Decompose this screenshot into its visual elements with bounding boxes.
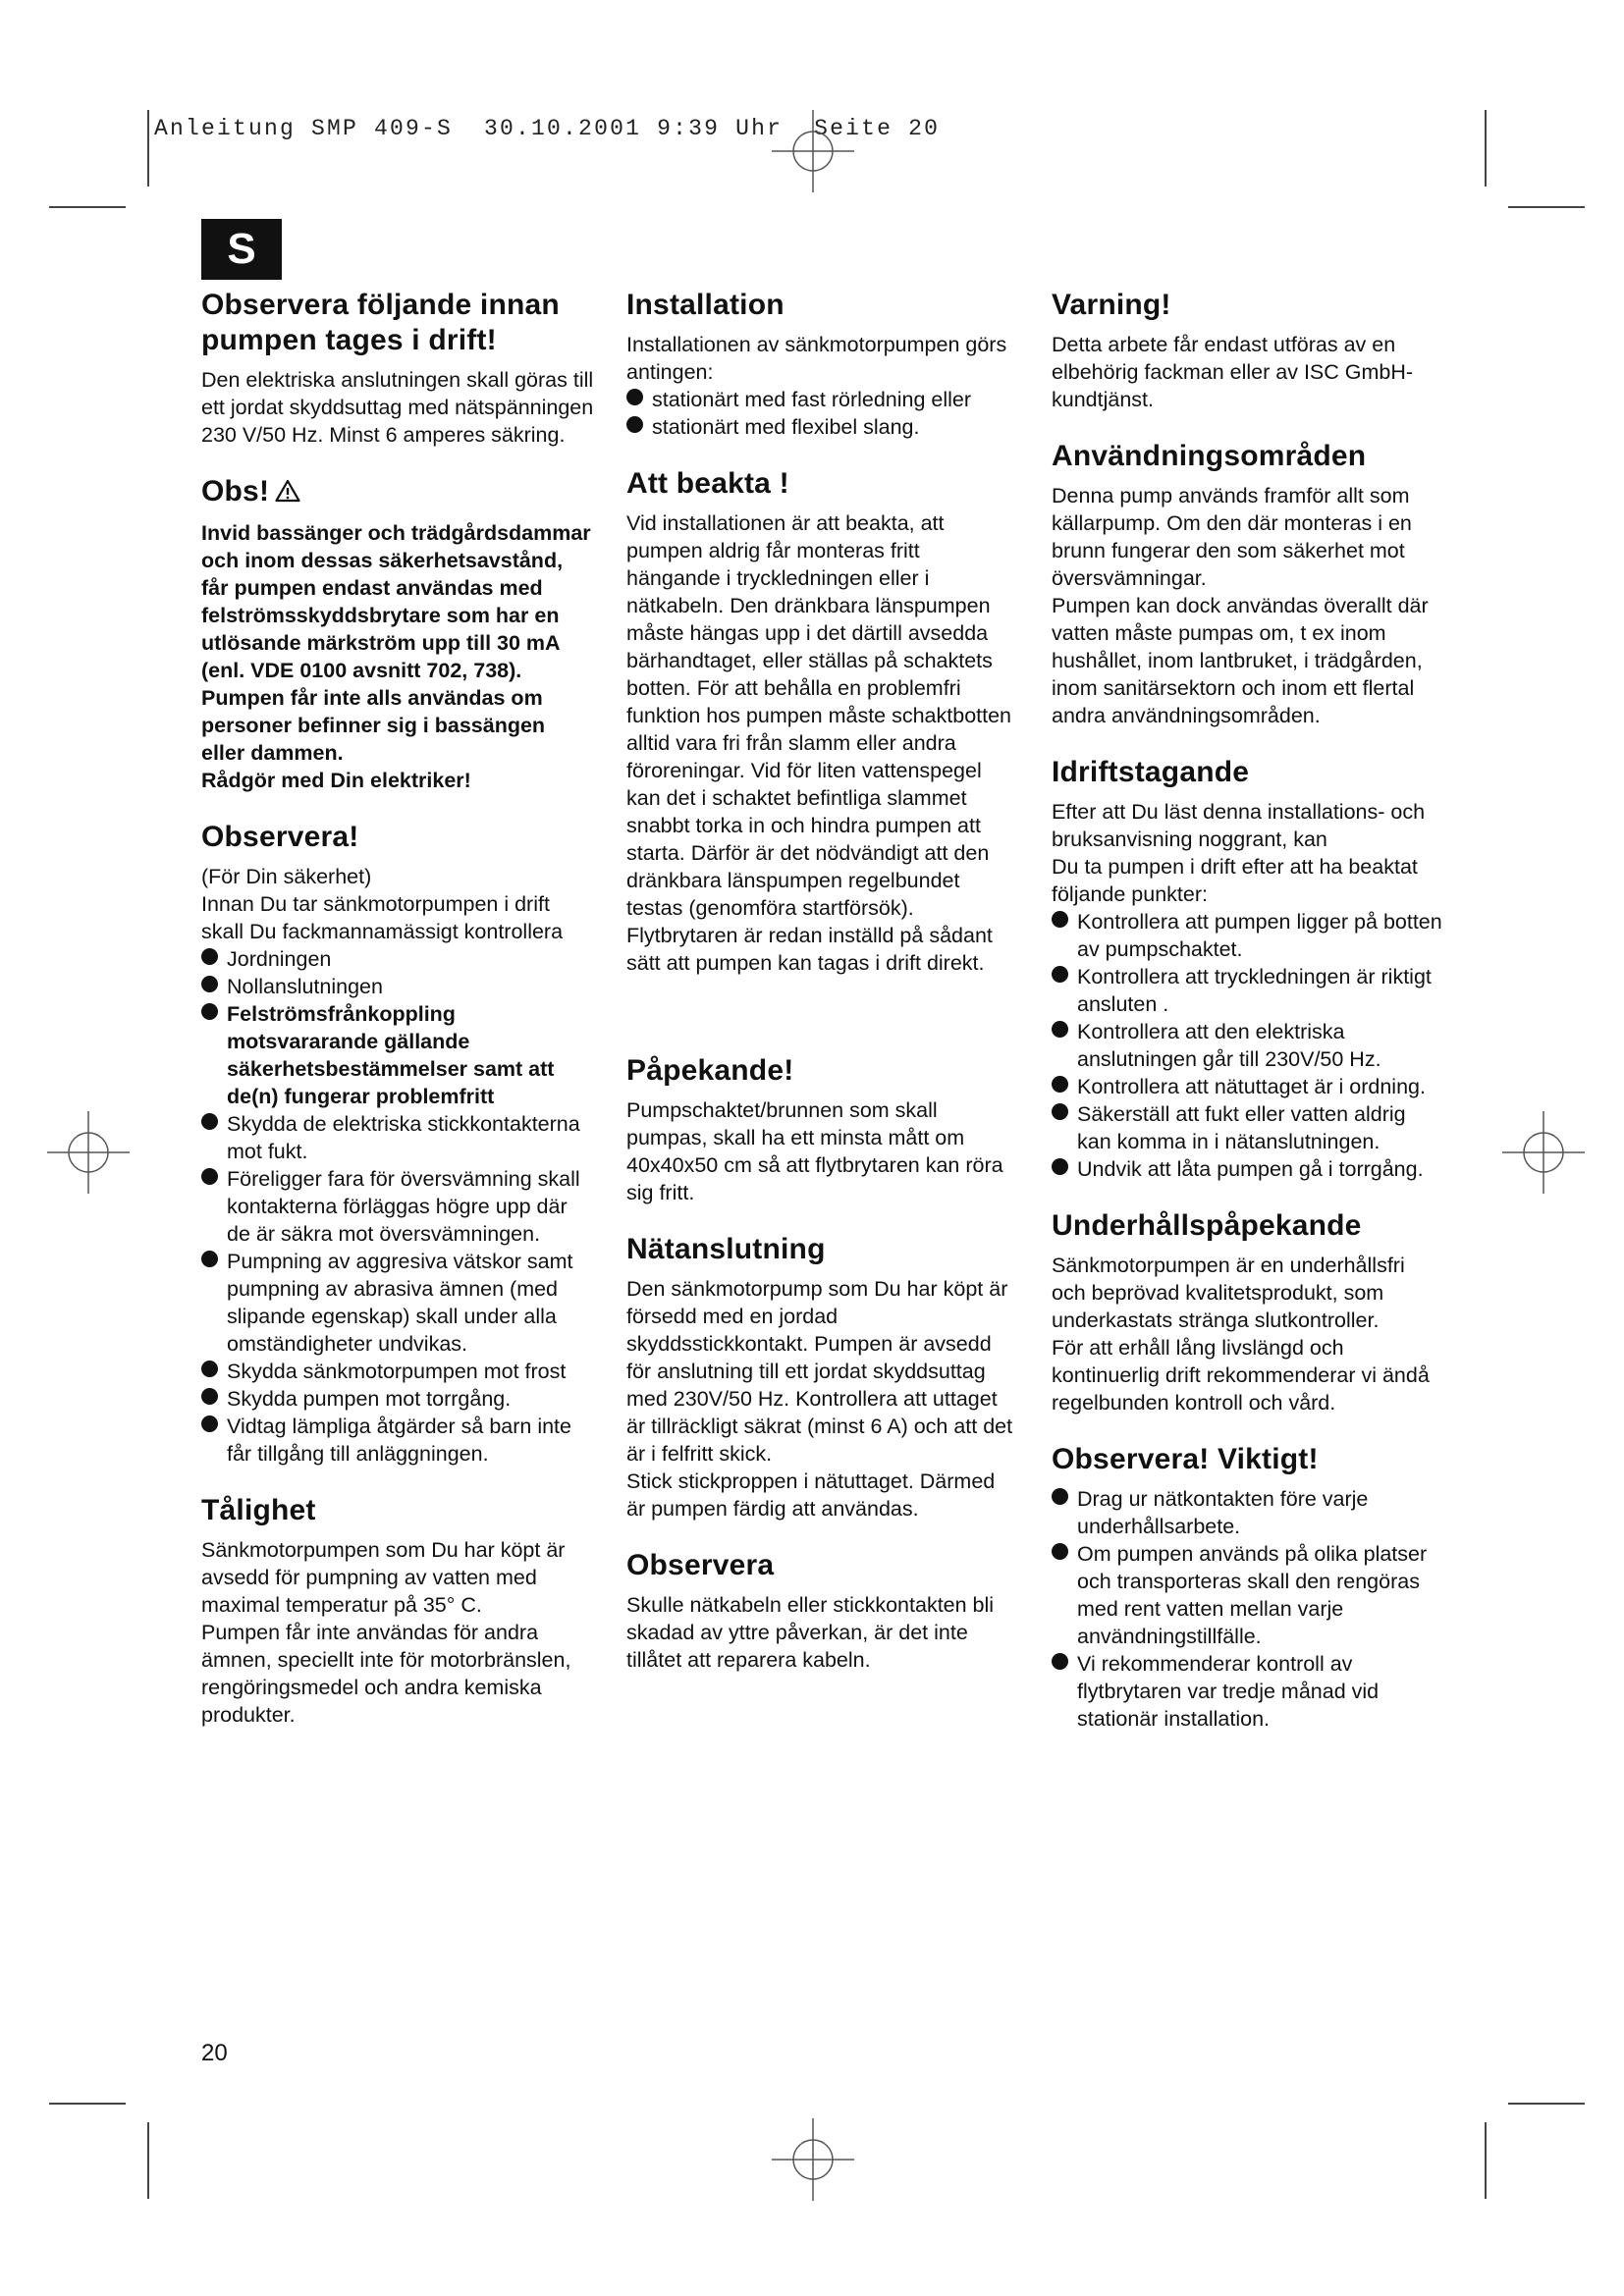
page-number: 20 xyxy=(201,2040,228,2066)
list-item: Kontrollera att nätuttaget är i ordning. xyxy=(1052,1073,1444,1100)
crop-mark-top-right-v xyxy=(1485,110,1487,187)
list-item: Nollanslutningen xyxy=(201,973,594,1000)
section-anvandningsomraden xyxy=(1052,439,1444,729)
section-natanslutning xyxy=(626,1232,1019,1522)
section-heading: Att beakta ! xyxy=(626,467,789,500)
print-header: Anleitung SMP 409-S 30.10.2001 9:39 Uhr Seite 20 xyxy=(154,116,941,141)
bullet-list xyxy=(1052,908,1444,1183)
list-item: Undvik att låta pumpen gå i torrgång. xyxy=(1052,1155,1444,1183)
warning-triangle-icon xyxy=(275,476,300,511)
language-tab: S xyxy=(201,219,282,280)
list-item: Vidtag lämpliga åtgärder så barn inte får tillgång till anläggningen. xyxy=(201,1413,594,1468)
section-body: Vid installationen är att beakta, att pumpen aldrig får monteras fritt hängande i tryckledningen eller i nätkabeln. Den dränkbara länspumpen måste hängas upp i det därtill avsedda bärhandtaget, eller ställas på schaktets botten. För att behålla en problemfri funktion hos pumpen måste schaktbotten alltid vara fri från slamm eller andra föroreningar. Vid för liten vattenspegel kan det i schaktet befintliga slammet snabbt torka in och hindra pumpen att starta. Därför är det nödvändigt att den dränkbara länspumpen regelbundet testas (genomföra startförsök). xyxy=(626,511,1012,920)
section-installation xyxy=(626,288,1019,441)
section-body: Du ta pumpen i drift efter att ha beaktat följande punkter: xyxy=(1052,855,1418,906)
section-att-beakta xyxy=(626,466,1019,977)
heading-text: Obs! xyxy=(201,475,270,507)
crop-mark-bottom-left-v xyxy=(147,2122,149,2199)
section-heading: Påpekande! xyxy=(626,1054,794,1087)
crop-mark-bottom-right-h xyxy=(1508,2103,1585,2105)
section-body: Den sänkmotorpump som Du har köpt är försedd med en jordad skyddsstickkontakt. Pumpen är avsedd för anslutning till ett jordat skyddsuttag med 230V/50 Hz. Kontrollera att uttaget är tillräckligt säkrat (minst 6 A) och att det är i felfritt skick. xyxy=(626,1277,1013,1466)
list-item: Kontrollera att pumpen ligger på botten av pumpschaktet. xyxy=(1052,908,1444,963)
section-heading: Varning! xyxy=(1052,289,1171,321)
registration-mark-right xyxy=(1502,1111,1585,1194)
list-item: Drag ur nätkontakten före varje underhållsarbete. xyxy=(1052,1485,1444,1540)
section-intro: Innan Du tar sänkmotorpumpen i drift skall Du fackmannamässigt kontrollera xyxy=(201,892,564,943)
list-item: Om pumpen används på olika platser och transporteras skall den rengöras med rent vatten mellan varje användningstillfälle. xyxy=(1052,1540,1444,1650)
spacer xyxy=(626,1002,1019,1053)
section-body: Installationen av sänkmotorpumpen görs antingen: xyxy=(626,333,1007,384)
list-item: Jordningen xyxy=(201,945,594,973)
section-heading: Tålighet xyxy=(201,1494,316,1526)
section-underhall xyxy=(1052,1208,1444,1416)
registration-mark-top xyxy=(772,110,854,192)
section-body: Flytbrytaren är redan inställd på sådant sätt att pumpen kan tagas i drift direkt. xyxy=(626,924,993,975)
list-item: Skydda pumpen mot torrgång. xyxy=(201,1385,594,1413)
list-item: Pumpning av aggresiva vätskor samt pumpning av abrasiva ämnen (med slipande egenskap) skall under alla omständigheter undvikas. xyxy=(201,1248,594,1358)
section-heading: Observera! Viktigt! xyxy=(1052,1443,1319,1475)
crop-mark-top-left-h xyxy=(49,206,126,208)
crop-mark-top-left-v xyxy=(147,110,149,187)
section-heading: Observera xyxy=(626,1549,775,1581)
section-body: Detta arbete får endast utföras av en elbehörig fackman eller av ISC GmbH-kundtjänst. xyxy=(1052,333,1414,411)
section-body: Sänkmotorpumpen som Du har köpt är avsedd för pumpning av vatten med maximal temperatur på 35° C. xyxy=(201,1538,566,1617)
list-item: stationärt med flexibel slang. xyxy=(626,413,1019,441)
section-body: Denna pump används framför allt som källarpump. Om den där monteras i en brunn fungerar den som säkerhet mot översvämningar. xyxy=(1052,484,1412,590)
section-body: Skulle nätkabeln eller stickkontakten bli skadad av yttre påverkan, är det inte tillåtet att reparera kabeln. xyxy=(626,1593,995,1672)
section-observera-viktigt xyxy=(1052,1442,1444,1733)
section-observera-cable xyxy=(626,1548,1019,1674)
section-heading: Nätanslutning xyxy=(626,1233,826,1265)
section-obs-warning xyxy=(201,474,594,794)
section-body: Pumpschaktet/brunnen som skall pumpas, skall ha ett minsta mått om 40x40x50 cm så att flytbrytaren kan röra sig fritt. xyxy=(626,1098,1003,1204)
section-talighet xyxy=(201,1493,594,1729)
section-body: Stick stickproppen i nätuttaget. Därmed är pumpen färdig att användas. xyxy=(626,1469,996,1521)
section-heading: Observera följande innan pumpen tages i drift! xyxy=(201,289,560,356)
bullet-list xyxy=(1052,1485,1444,1733)
section-idriftstagande xyxy=(1052,755,1444,1183)
section-body: Efter att Du läst denna installations- och bruksanvisning noggrant, kan xyxy=(1052,800,1426,851)
registration-mark-bottom xyxy=(772,2118,854,2201)
section-advice: Rådgör med Din elektriker! xyxy=(201,769,471,792)
section-heading: Idriftstagande xyxy=(1052,756,1250,788)
section-body: Invid bassänger och trädgårdsdammar och inom dessas säkerhetsavstånd, får pumpen endast användas med felströmsskyddsbrytare som har en utlösande märkström upp till 30 mA (enl. VDE 0100 avsnitt 702, 738). Pumpen får inte alls användas om personer befinner sig i bassängen eller dammen. xyxy=(201,521,591,765)
section-heading: Observera! xyxy=(201,821,359,853)
section-papekande xyxy=(626,1053,1019,1206)
bullet-list xyxy=(201,945,594,1468)
section-heading: Användningsområden xyxy=(1052,440,1367,472)
list-item: Kontrollera att den elektriska anslutningen går till 230V/50 Hz. xyxy=(1052,1018,1444,1073)
list-item: Skydda sänkmotorpumpen mot frost xyxy=(201,1358,594,1385)
list-item: Skydda de elektriska stickkontakterna mot fukt. xyxy=(201,1110,594,1165)
column-1 xyxy=(201,288,594,1754)
crop-mark-bottom-left-h xyxy=(49,2103,126,2105)
list-item: Felströmsfrånkoppling motsvararande gällande säkerhetsbestämmelser samt att de(n) fungerar problemfritt xyxy=(201,1000,594,1110)
list-item: Vi rekommenderar kontroll av flytbrytaren var tredje månad vid stationär installation. xyxy=(1052,1650,1444,1733)
section-intro: (För Din säkerhet) xyxy=(201,865,372,888)
crop-mark-bottom-right-v xyxy=(1485,2122,1487,2199)
column-2 xyxy=(626,288,1019,1699)
bullet-list xyxy=(626,386,1019,441)
section-heading: Installation xyxy=(626,289,785,321)
column-3 xyxy=(1052,288,1444,1758)
section-body: Sänkmotorpumpen är en underhållsfri och beprövad kvalitetsprodukt, som underkastats stränga slutkontroller. xyxy=(1052,1254,1405,1332)
section-heading xyxy=(201,474,594,511)
crop-mark-top-right-h xyxy=(1508,206,1585,208)
list-item: Säkerställ att fukt eller vatten aldrig kan komma in i nätanslutningen. xyxy=(1052,1100,1444,1155)
section-body: Pumpen får inte användas för andra ämnen, speciellt inte för motorbränslen, rengöringsmedel och andra kemiska produkter. xyxy=(201,1621,571,1727)
section-body: Den elektriska anslutningen skall göras till ett jordat skyddsuttag med nätspänningen 230 V/50 Hz. Minst 6 amperes säkring. xyxy=(201,368,594,447)
section-before-use xyxy=(201,288,594,449)
section-varning xyxy=(1052,288,1444,413)
registration-mark-left xyxy=(47,1111,130,1194)
section-heading: Underhållspåpekande xyxy=(1052,1209,1362,1242)
section-body: Pumpen kan dock användas överallt där vatten måste pumpas om, t ex inom hushållet, inom lantbruket, i trädgården, inom sanitärsektorn och inom ett flertal andra användningsområden. xyxy=(1052,594,1429,727)
list-item: Föreligger fara för översvämning skall kontakterna förläggas högre upp där de är säkra mot översvämningen. xyxy=(201,1165,594,1248)
list-item: Kontrollera att tryckledningen är riktigt ansluten . xyxy=(1052,963,1444,1018)
section-body: För att erhåll lång livslängd och kontinuerlig drift rekommenderar vi ändå regelbunden kontroll och vård. xyxy=(1052,1336,1430,1415)
list-item: stationärt med fast rörledning eller xyxy=(626,386,1019,413)
section-observera xyxy=(201,820,594,1468)
